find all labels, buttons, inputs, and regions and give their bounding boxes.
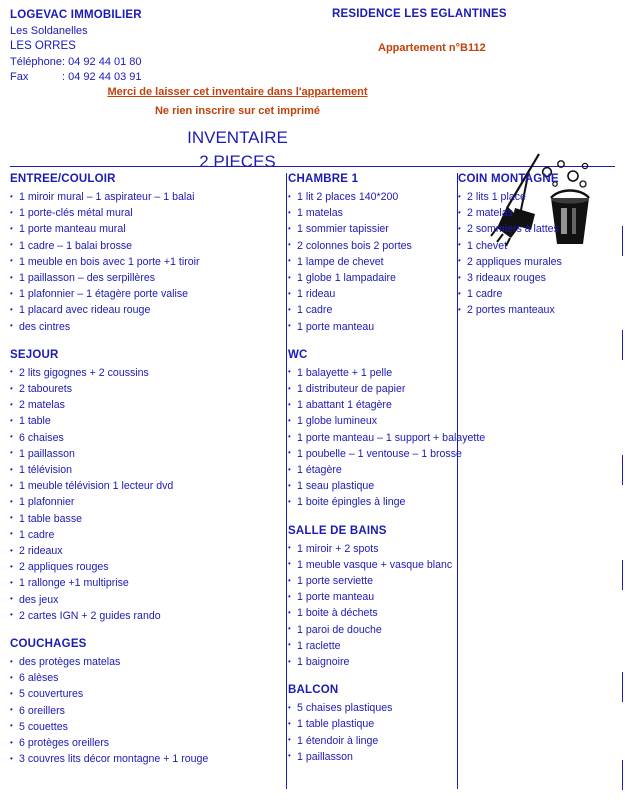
list-item: • 1 table basse [10,511,272,527]
list-item: • 3 rideaux rouges [458,270,609,286]
section-balcon [288,684,442,765]
section-items [288,365,486,511]
list-item: • des cintres [10,319,272,335]
list-item: • 2 rideaux [10,543,272,559]
list-item: • 1 porte manteau mural [10,221,272,237]
list-item: • 1 porte manteau [288,319,442,335]
section-title: COUCHAGES [10,638,87,651]
list-item: • 5 couvertures [10,686,272,702]
list-item: • 1 porte-clés métal mural [10,205,272,221]
scan-edge-mark [622,672,623,702]
section-items [288,541,453,671]
list-item: • 1 rallonge +1 multiprise [10,575,272,591]
list-item: • 2 tabourets [10,381,272,397]
page-subtitle: 2 PIECES [199,152,276,171]
list-item: • 1 cadre [288,302,442,318]
section-title: ENTREE/COULOIR [10,173,116,185]
section-couchages [10,638,272,767]
notice-do-not-write: Ne rien inscrire sur cet imprimé [154,105,321,117]
list-item: • 2 appliques rouges [10,559,272,575]
list-item: • 1 porte serviette [288,573,442,589]
list-item: • 1 lampe de chevet [288,254,442,270]
section-items [10,654,272,767]
list-item: • 2 sommiers à lattes [458,221,609,237]
scan-edge-mark [622,455,623,485]
agency-name: LOGEVAC IMMOBILIER [10,9,142,21]
list-item: • 2 colonnes bois 2 portes [288,238,442,254]
list-item: • 1 abattant 1 étagère [288,397,442,413]
inventory-column-3 [448,173,615,789]
section-items [288,700,442,765]
section-entree-couloir [10,173,272,335]
inventory-columns [10,173,615,789]
residence-name: RESIDENCE LES EGLANTINES [332,8,507,20]
agency-fax-value: : 04 92 44 03 91 [62,71,142,83]
list-item: • 1 télévision [10,462,272,478]
list-item: • 1 cadre [10,527,272,543]
list-item: • 1 miroir + 2 spots [288,541,442,557]
list-item: • 1 étendoir à linge [288,733,442,749]
list-item: • 1 lit 2 places 140*200 [288,189,442,205]
section-sejour [10,349,272,624]
list-item: • 2 matelas [458,205,609,221]
list-item: • 1 baignoire [288,654,442,670]
list-item: • 1 meuble télévision 1 lecteur dvd [10,478,272,494]
list-item: • 1 plafonnier [10,494,272,510]
list-item: • 1 sommier tapissier [288,221,442,237]
list-item: • 1 chevet [458,238,609,254]
section-title: SEJOUR [10,348,59,361]
list-item: • 1 table [10,413,272,429]
agency-address: Les Soldanelles [10,24,88,37]
list-item: • 2 lits gigognes + 2 coussins [10,365,272,381]
list-item: • 1 globe 1 lampadaire [288,270,442,286]
list-item: • 3 couvres lits décor montagne + 1 rouge [10,751,272,767]
section-items [10,189,272,335]
section-items [458,189,609,319]
notice-keep-inventory: Merci de laisser cet inventaire dans l'appartement [107,86,368,98]
list-item: • 1 distributeur de papier [288,381,442,397]
agency-phone-value: : 04 92 44 01 80 [62,55,142,68]
list-item: • 1 étagère [288,462,442,478]
page-title: INVENTAIRE [187,128,288,147]
list-item: • 6 chaises [10,430,272,446]
list-item: • 1 rideau [288,286,442,302]
list-item: • 2 matelas [10,397,272,413]
list-item: • 1 porte manteau [288,589,442,605]
list-item: • 1 boite épingles à linge [288,494,442,510]
list-item: • 1 table plastique [288,716,442,732]
list-item: • 1 boite à déchets [288,605,442,621]
list-item: • des protèges matelas [10,654,272,670]
scan-edge-mark [622,226,623,256]
list-item: • 1 paillasson – des serpillères [10,270,272,286]
list-item: • 1 poubelle – 1 ventouse – 1 brosse [288,446,442,462]
list-item: • 1 raclette [288,638,442,654]
list-item: • 6 protèges oreillers [10,735,272,751]
list-item: • 2 lits 1 place [458,189,609,205]
scan-edge-mark [622,560,623,590]
scan-edge-mark [622,330,623,360]
list-item: • 1 porte manteau – 1 support + balayette [288,430,442,446]
section-title: BALCON [288,684,339,697]
list-item: • 6 alèses [10,670,272,686]
agency-phone-label: Téléphone [10,55,62,68]
list-item: • 1 matelas [288,205,442,221]
section-items [288,189,442,335]
list-item: • 1 placard avec rideau rouge [10,302,272,318]
agency-phone [10,55,142,71]
section-title: CHAMBRE 1 [288,173,359,185]
list-item: • 1 paillasson [288,749,442,765]
list-item: • 1 meuble vasque + vasque blanc [288,557,442,573]
section-coin-montagne [458,173,609,319]
section-chambre-1 [288,173,442,335]
list-item: • 1 paillasson [10,446,272,462]
scan-edge-mark [622,760,623,790]
list-item: • 1 globe lumineux [288,413,442,429]
list-item: • des jeux [10,592,272,608]
inventory-column-1 [10,173,278,789]
section-items [10,365,272,624]
list-item: • 5 chaises plastiques [288,700,442,716]
agency-city: LES ORRES [10,40,76,52]
inventory-column-2 [278,173,486,789]
section-title: SALLE DE BAINS [288,524,387,537]
list-item: • 2 portes manteaux [458,302,609,318]
section-salle-de-bains [288,524,453,671]
list-item: • 2 appliques murales [458,254,609,270]
list-item: • 6 oreillers [10,703,272,719]
list-item: • 2 cartes IGN + 2 guides rando [10,608,272,624]
notices-and-title [10,84,615,171]
list-item: • 1 paroi de douche [288,622,442,638]
list-item: • 1 cadre – 1 balai brosse [10,238,272,254]
agency-fax-label: Fax [10,71,29,83]
agency-block [10,8,142,86]
list-item: • 1 cadre [458,286,609,302]
list-item: • 1 miroir mural – 1 aspirateur – 1 balai [10,189,272,205]
apartment-number: Appartement n°B112 [378,42,486,54]
section-title: COIN MONTAGNE [458,173,559,185]
list-item: • 1 plafonnier – 1 étagère porte valise [10,286,272,302]
list-item: • 1 balayette + 1 pelle [288,365,442,381]
section-wc [288,348,486,511]
list-item: • 1 meuble en bois avec 1 porte +1 tiroir [10,254,272,270]
list-item: • 1 seau plastique [288,478,442,494]
section-title: WC [288,348,308,361]
list-item: • 5 couettes [10,719,272,735]
document-header [10,6,615,84]
